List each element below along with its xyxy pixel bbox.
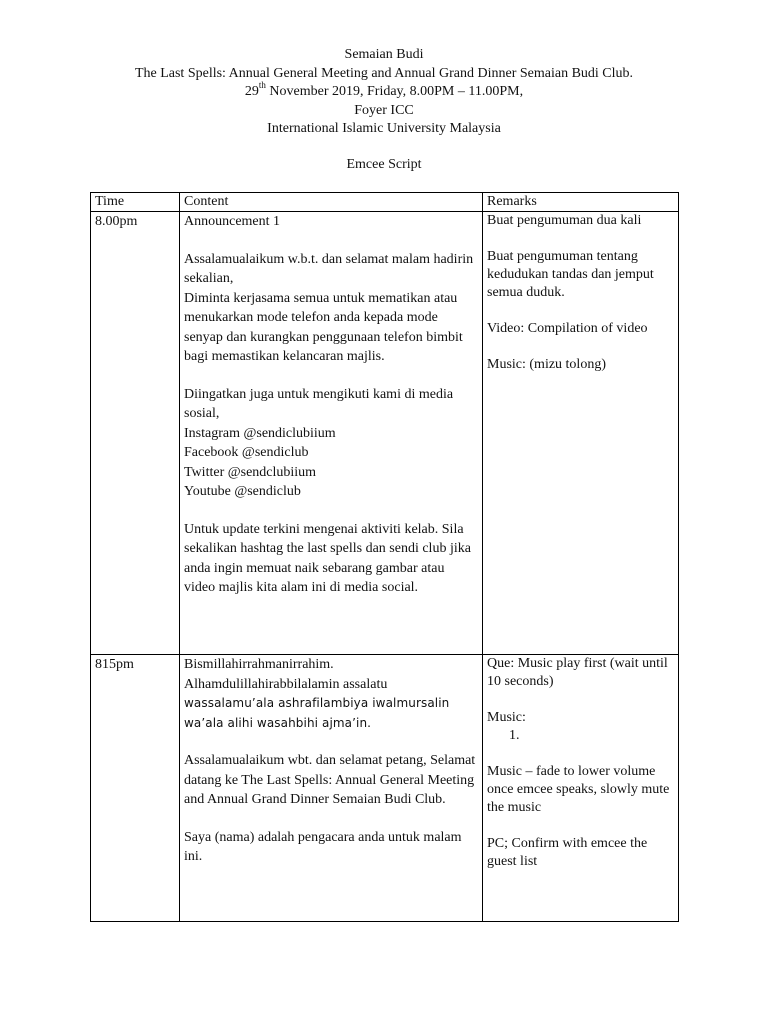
row-content: [180, 655, 483, 922]
header-remarks: Remarks: [483, 193, 679, 212]
social-youtube: Youtube @sendiclub: [184, 484, 301, 499]
org-name: Semaian Budi: [344, 47, 424, 62]
table-row: [91, 655, 679, 922]
event-venue: Foyer ICC: [354, 102, 414, 118]
university-name: International Islamic University Malaysia: [267, 121, 501, 136]
social-twitter: Twitter @sendclubiium: [184, 464, 317, 480]
welcome-paragraph: Assalamualaikum wbt. dan selamat petang, Selamat datang ke The Last Spells: Annual General Meeting and Annual Grand Dinner Semaian Budi Club.: [184, 753, 476, 807]
row-time: 815pm: [91, 655, 180, 922]
emcee-script-table: [90, 192, 679, 922]
date-rest: November 2019, Friday, 8.00PM – 11.00PM,: [265, 84, 524, 99]
hashtag-paragraph: Untuk update terkini mengenai aktiviti kelab. Sila sekalikan hashtag the last spells dan sendi club jika anda ingin memuat naik sebarang gambar atau video majlis kita alam ini di media social.: [184, 521, 471, 595]
remark-item: PC; Confirm with emcee the guest list: [487, 836, 648, 869]
table-row: [91, 212, 679, 655]
social-media-paragraph: Diingatkan juga untuk mengikuti kami di media sosial,: [184, 386, 454, 421]
salawat-line: wassalamu’ala ashrafilambiya iwalmursalin: [184, 696, 450, 710]
row-remarks: [483, 212, 679, 655]
event-title: The Last Spells: Annual General Meeting and Annual Grand Dinner Semaian Budi Club.: [134, 65, 634, 81]
remark-item: Buat pengumuman dua kali: [487, 213, 642, 228]
greeting-paragraph: Assalamualaikum w.b.t. dan selamat malam hadirin sekalian,: [184, 251, 474, 286]
row-content: [180, 212, 483, 655]
header-time: Time: [91, 193, 180, 212]
remark-list-number: 1.: [509, 728, 520, 743]
remark-item: Video: Compilation of video: [487, 321, 648, 336]
remark-item: Music:: [487, 710, 526, 725]
emcee-intro-paragraph: Saya (nama) adalah pengacara anda untuk malam ini.: [184, 829, 462, 864]
announcement-title: Announcement 1: [184, 214, 281, 229]
salawat-line: wa’ala alihi wasahbihi ajma’in.: [184, 715, 372, 730]
social-instagram: Instagram @sendiclubiium: [184, 425, 336, 441]
row-time: 8.00pm: [91, 212, 180, 655]
row-remarks: [483, 655, 679, 922]
remark-item: Buat pengumuman tentang kedudukan tandas dan jemput semua duduk.: [487, 249, 654, 300]
bismillah-line: Bismillahirrahmanirrahim.: [184, 657, 334, 672]
remark-item: Que: Music play first (wait until 10 seconds): [487, 656, 668, 689]
event-date: [0, 80, 768, 102]
social-facebook: Facebook @sendiclub: [184, 445, 309, 460]
date-day: 29: [244, 84, 259, 99]
table-header-row: [91, 193, 679, 212]
header-content: Content: [180, 193, 483, 212]
date-suffix: th: [258, 80, 266, 91]
remark-item: Music: (mizu tolong): [487, 357, 606, 372]
script-title: Emcee Script: [346, 157, 422, 172]
phone-notice-paragraph: Diminta kerjasama semua untuk mematikan atau menukarkan mode telefon anda kepada mode senyap dan kurangkan penggunaan telefon bimbit bagi memastikan kelancaran majlis.: [184, 290, 463, 364]
document-header: [0, 46, 768, 139]
alhamdulillah-line: Alhamdulillahirabbilalamin assalatu: [184, 676, 388, 692]
remark-item: Music – fade to lower volume once emcee speaks, slowly mute the music: [487, 764, 670, 815]
